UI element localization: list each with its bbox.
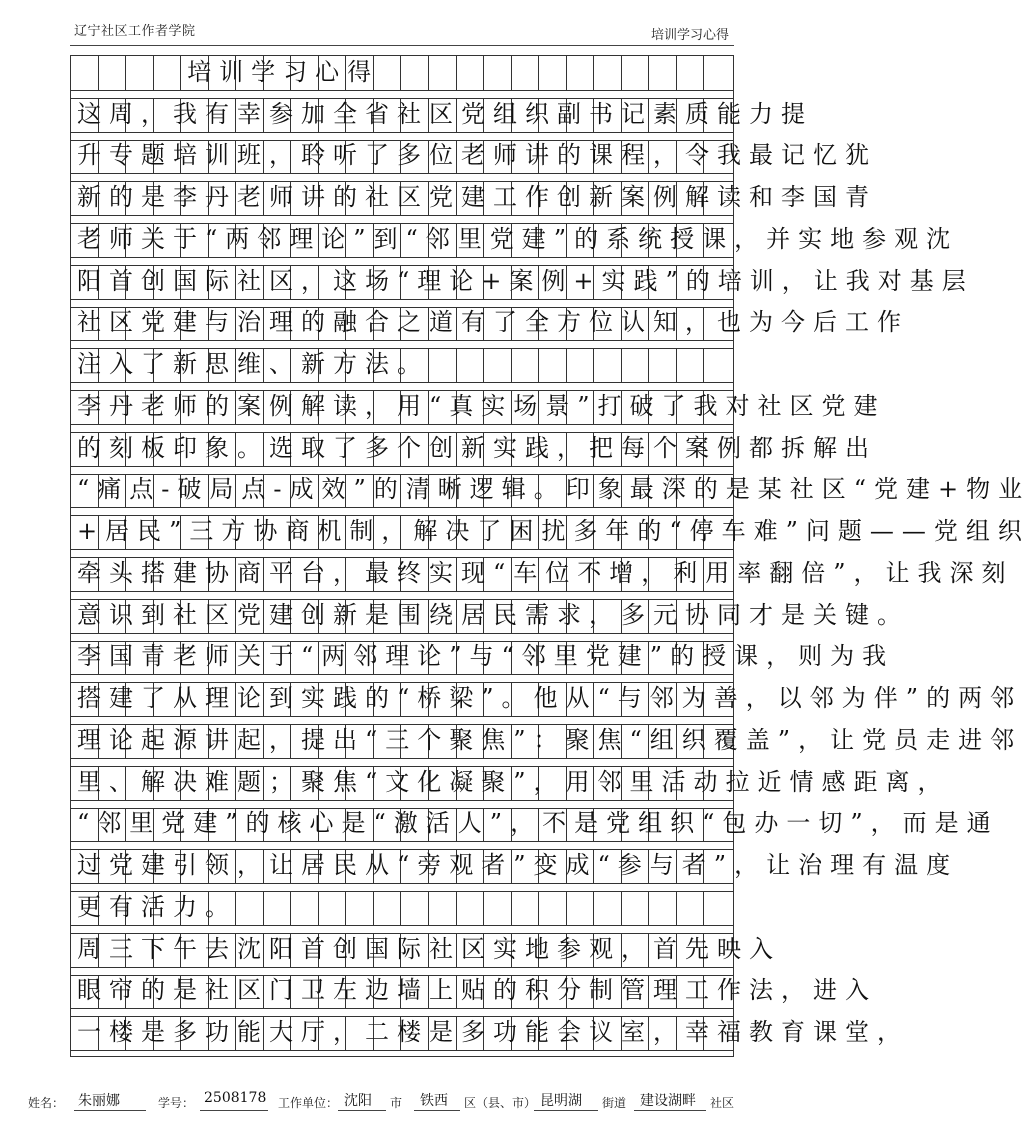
grid-line [71, 758, 733, 759]
grid-row [71, 975, 877, 1009]
grid-row [71, 56, 733, 90]
essay-line: 里、解决难题；聚焦“文化凝聚”，用邻里活动拉近情感距离， [77, 767, 950, 796]
district-value: 铁西 [420, 1093, 448, 1109]
essay-line: 眼帘的是社区门卫左边墙上贴的积分制管理工作法，进入 [77, 976, 877, 1005]
grid-line [71, 1050, 733, 1051]
grid-cell [126, 56, 154, 90]
grid-line [71, 549, 733, 550]
grid-row [71, 849, 959, 883]
community-label: 社区 [710, 1096, 735, 1110]
header-doc-type: 培训学习心得 [650, 28, 729, 43]
grid-line [71, 173, 733, 174]
essay-line: 更有活力。 [77, 892, 237, 921]
grid-row [71, 766, 950, 800]
header-rule [70, 45, 734, 46]
essay-line: 理论起源讲起，提出“三个聚焦”：聚焦“组织覆盖”，让党员走进邻 [77, 725, 1023, 754]
grid-row [71, 181, 877, 215]
grid-row [71, 682, 1023, 716]
essay-line: 升专题培训班，聆听了多位老师讲的课程，令我最记忆犹 [77, 141, 877, 170]
grid-line [71, 967, 733, 968]
essay-line: 周三下午去沈阳首创国际社区实地参观，首先映入 [77, 934, 781, 963]
grid-line [71, 925, 733, 926]
essay-line: 过党建引领，让居民从“旁观者”变成“参与者”，让治理有温度 [77, 851, 959, 880]
grid-cell [154, 56, 182, 90]
community-value: 建设湖畔 [640, 1093, 696, 1109]
grid-row [71, 474, 1030, 508]
grid-row [71, 891, 733, 925]
grid-row [71, 98, 813, 132]
grid-line [71, 883, 733, 884]
unit-label: 工作单位： [278, 1096, 339, 1110]
grid-cell [99, 56, 127, 90]
essay-line: 的刻板印象。选取了多个创新实践，把每个案例都拆解出 [77, 433, 877, 462]
grid-row [71, 307, 909, 341]
grid-row [71, 933, 781, 967]
grid-row [71, 641, 895, 675]
footer-info [28, 1088, 768, 1116]
grid-line [71, 841, 733, 842]
essay-line: 李国青老师关于“两邻理论”与“邻里党建”的授课，则为我 [77, 642, 895, 671]
grid-line [71, 674, 733, 675]
grid-line [71, 507, 733, 508]
essay-line: 社区党建与治理的融合之道有了全方位认知，也为今后工作 [77, 308, 909, 337]
essay-line: +居民”三方协商机制，解决了困扰多年的“停车难”问题——党组织 [77, 517, 1030, 546]
writing-grid [70, 55, 1030, 1057]
essay-line: 这周，我有幸参加全省社区党组织副书记素质能力提 [77, 99, 813, 128]
city-value: 沈阳 [344, 1093, 372, 1109]
grid-line [71, 132, 733, 133]
grid-row [71, 724, 1023, 758]
street-underline [534, 1110, 598, 1111]
essay-line: “邻里党建”的核心是“激活人”，不是党组织“包办一切”，而是通 [77, 809, 999, 838]
grid-row [71, 223, 959, 257]
grid-line [71, 299, 733, 300]
district-underline [414, 1110, 460, 1111]
id-value: 2508178 [204, 1090, 267, 1106]
city-label: 市 [390, 1096, 403, 1110]
grid-line [71, 466, 733, 467]
header-institution: 辽宁社区工作者学院 [74, 24, 196, 39]
grid-line [71, 382, 733, 383]
essay-line: 阳首创国际社区，这场“理论+案例+实践”的培训，让我对基层 [77, 266, 974, 295]
city-underline [338, 1110, 386, 1111]
grid-line [71, 633, 733, 634]
grid-line [71, 257, 733, 258]
essay-line: “痛点-破局点-成效”的清晰逻辑。印象最深的是某社区“党建+物业 [77, 475, 1030, 504]
grid-row [71, 140, 877, 174]
grid-row [71, 390, 886, 424]
grid-row [71, 432, 877, 466]
grid-row [71, 808, 999, 842]
grid-row [71, 1016, 909, 1050]
district-label: 区（县、市） [464, 1096, 537, 1110]
essay-line: 一楼是多功能大厅，二楼是多功能会议室，幸福教育课堂， [77, 1018, 909, 1047]
grid-row [71, 265, 974, 299]
street-label: 街道 [602, 1096, 627, 1110]
grid-line [71, 424, 733, 425]
grid-line [71, 1008, 733, 1009]
name-label: 姓名： [28, 1096, 65, 1110]
grid-row [71, 599, 909, 633]
essay-line: 注入了新思维、新方法。 [77, 350, 429, 379]
essay-line: 搭建了从理论到实践的“桥梁”。他从“与邻为善，以邻为伴”的两邻 [77, 684, 1023, 713]
grid-line [71, 340, 733, 341]
essay-line: 牵头搭建协商平台，最终实现“车位不增，利用率翻倍”，让我深刻 [77, 558, 1014, 587]
name-underline [74, 1110, 146, 1111]
grid-row [71, 557, 1014, 591]
id-underline [200, 1110, 268, 1111]
essay-line: 老师关于“两邻理论”到“邻里党建”的系统授课，并实地参观沈 [77, 224, 959, 253]
grid-line [71, 591, 733, 592]
grid-row [71, 348, 733, 382]
grid-line [71, 215, 733, 216]
community-underline [634, 1110, 706, 1111]
grid-line [71, 90, 733, 91]
essay-line: 意识到社区党建创新是围绕居民需求，多元协同才是关键。 [77, 600, 909, 629]
essay-title: 培训学习心得 [187, 57, 380, 86]
street-value: 昆明湖 [540, 1093, 582, 1109]
grid-cell [71, 56, 99, 90]
essay-line: 李丹老师的案例解读，用“真实场景”打破了我对社区党建 [77, 391, 886, 420]
id-label: 学号： [158, 1096, 195, 1110]
grid-line [71, 716, 733, 717]
grid-row [71, 515, 1030, 549]
grid-line [71, 800, 733, 801]
name-value: 朱丽娜 [78, 1093, 120, 1109]
essay-line: 新的是李丹老师讲的社区党建工作创新案例解读和李国青 [77, 183, 877, 212]
